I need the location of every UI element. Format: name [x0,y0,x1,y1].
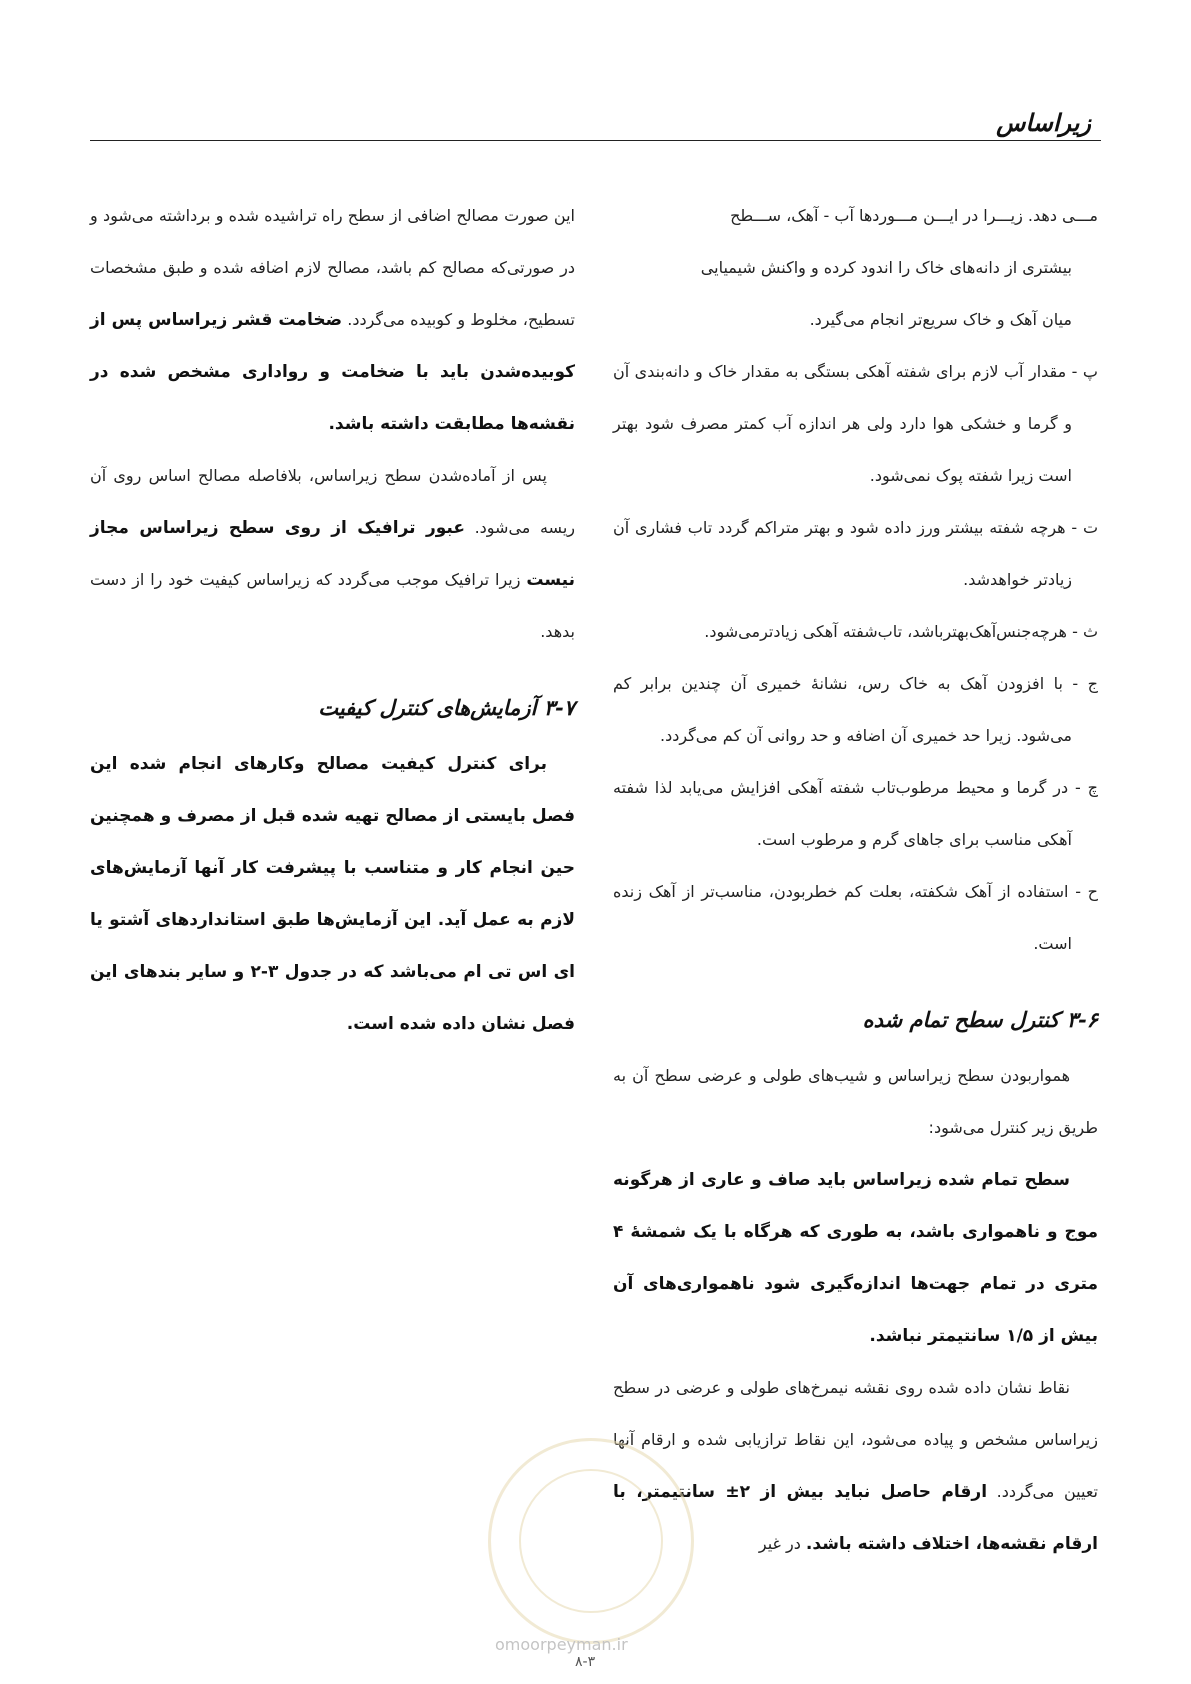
intro-line-2: بیشتری از دانه‌های خاک را اندود کرده و واکنش شیمیایی [700,258,1072,277]
list-item-jim: ج - با افزودن آهک به خاک رس، نشانهٔ خمیری آن چندین برابر کم می‌شود. زیرا حد خمیری آن اضافه و حد روانی آن کم می‌گردد. [613,674,1098,745]
section-heading-3-6: ۳-۶ کنترل سطح تمام شده [862,1007,1098,1032]
list-item-se: ث - هرچه‌جنس‌آهک‌بهترباشد، تاب‌شفته آهکی زیادترمی‌شود. [704,622,1098,641]
continued-paragraph [90,190,575,450]
section-heading-3-7: ۳-۷ آزمایش‌های کنترل کیفیت [318,695,575,720]
list-item-pe: پ - مقدار آب لازم برای شفته آهکی بستگی به مقدار خاک و دانه‌بندی آن و گرما و خشکی هوا دارد ولی هر اندازه آب کمتر مصرف شود بهتر است زیرا شفته پوک نمی‌شود. [613,362,1098,485]
tolerance-text: ارقام حاصل نباید بیش از ۲± سانتیمتر، با ارقام نقشه‌ها، اختلاف داشته باشد. [613,1482,1098,1554]
section-3-6-requirement: سطح تمام شده زیراساس باید صاف و عاری از هرگونه موج و ناهمواری باشد، به طوری که هرگاه با یک شمشهٔ ۴ متری در تمام جهت‌ها اندازه‌گیری شود ناهمواری‌های آن بیش از ۱/۵ سانتیمتر نباشد. [613,1170,1098,1346]
thickness-requirement: ضخامت قشر زیراساس پس از کوبیده‌شدن باید با ضخامت و رواداری مشخص شده در نقشه‌ها مطابقت داشته باشد. [90,310,575,434]
left-column [90,190,575,1050]
section-3-6-intro: همواربودن سطح زیراساس و شیب‌های طولی و عرضی سطح آن به طریق زیر کنترل می‌شود: [613,1066,1098,1137]
continued-text: این صورت مصالح اضافی از سطح راه تراشیده شده و برداشته می‌شود و در صورتی‌که مصالح کم باشد، مصالح لازم اضافه شده و طبق مشخصات تسطیح، مخلوط و کوبیده می‌گردد. [90,206,575,329]
traffic-text-end: زیرا ترافیک موجب می‌گردد که زیراساس کیفیت خود را از دست بدهد. [90,570,575,641]
list-item-che: چ - در گرما و محیط مرطوب‌تاب شفته آهکی افزایش می‌یابد لذا شفته آهکی مناسب برای جاهای گرم و مرطوب است. [613,778,1098,849]
running-header-title: زیراساس [996,108,1091,137]
header-rule [90,140,1101,141]
watermark-url: omoorpeyman.ir [495,1635,628,1654]
continuation-text: در غیر [758,1534,801,1553]
traffic-paragraph [90,450,575,658]
list-item-te: ت - هرچه شفته بیشتر ورز داده شود و بهتر متراکم گردد تاب فشاری آن زیادتر خواهدشد. [613,518,1098,589]
watermark-gear-icon [519,1469,663,1613]
intro-line-1: مـــی دهد. زیـــرا در ایـــن مـــوردها آب - آهک، ســـطح [730,206,1098,225]
traffic-text-start: پس از آماده‌شدن سطح زیراساس، بلافاصله مصالح اساس روی آن ریسه می‌شود. [90,466,575,537]
section-3-7-text: برای کنترل کیفیت مصالح وکارهای انجام شده این فصل بایستی از مصالح تهیه شده قبل از مصرف و همچنین حین انجام کار و متناسب با پیشرفت کار آنها آزمایش‌های لازم به عمل آید. این آزمایش‌ها طبق استانداردهای آشتو یا ای اس تی ام می‌باشد که در جدول ۳-۲ و سایر بندهای این فصل نشان داده شده است. [90,754,575,1034]
list-item-he: ح - استفاده از آهک شکفته، بعلت کم خطربودن، مناسب‌تر از آهک زنده است. [613,882,1098,953]
traffic-prohibition: عبور ترافیک از روی سطح زیراساس مجاز نیست [90,518,575,590]
page-number: ۸-۳ [575,1654,596,1670]
survey-text: نقاط نشان داده شده روی نقشه نیمرخ‌های طولی و عرضی در سطح زیراساس مشخص و پیاده می‌شود، این نقاط ترازیابی شده و ارقام آنها تعیین می‌گردد. [613,1378,1098,1501]
watermark-seal [488,1438,694,1644]
intro-line-3: میان آهک و خاک سریع‌تر انجام می‌گیرد. [809,310,1072,329]
right-column [613,190,1098,1570]
